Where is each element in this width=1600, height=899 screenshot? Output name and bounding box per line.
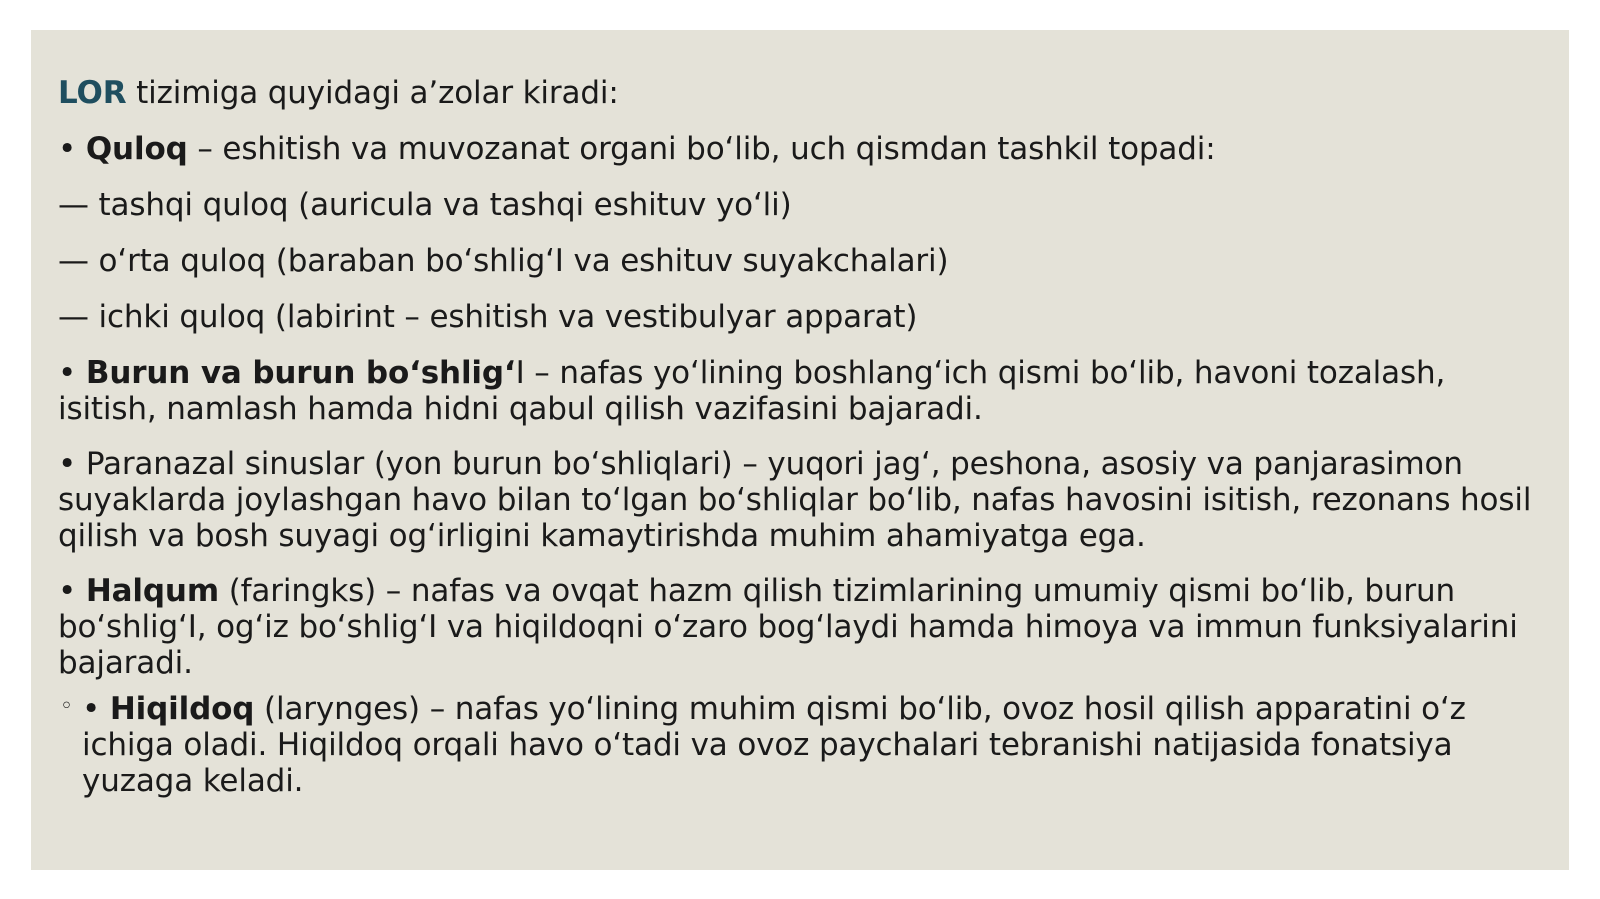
quloq-part-inner: — ichki quloq (labirint – eshitish va vestibulyar apparat): [58, 299, 918, 335]
intro-text: tizimiga quyidagi a’zolar kiradi:: [126, 75, 619, 111]
quloq-part-outer: — tashqi quloq (auricula va tashqi eshituv yo‘li): [58, 187, 792, 223]
bullet-marker: •: [58, 355, 86, 391]
burun-bullet: [58, 355, 1538, 427]
hiqildoq-bullet: [82, 691, 1502, 799]
bullet-marker: •: [58, 131, 86, 167]
paranazal-bullet: • Paranazal sinuslar (yon burun bo‘shliqlari) – yuqori jag‘, peshona, asosiy va panjarasimon suyaklarda joylashgan havo bilan to‘lgan bo‘shliqlar bo‘lib, nafas havosini isitish, rezonans hosil qilish va bosh suyagi og‘irligini kamaytirishda muhim ahamiyatga ega.: [58, 446, 1532, 554]
sub-bullet-circle-icon: ◦: [60, 694, 73, 719]
quloq-term: Quloq: [85, 131, 188, 167]
quloq-part-middle: — o‘rta quloq (baraban bo‘shlig‘I va eshituv suyakchalari): [58, 243, 949, 279]
hiqildoq-text: (larynges) – nafas yo‘lining muhim qismi bo‘lib, ovoz hosil qilish apparatini o‘z ichiga oladi. Hiqildoq orqali havo o‘tadi va ovoz paychalari tebranishi natijasida fonatsiya yuzaga keladi.: [82, 691, 1466, 799]
halqum-term: Halqum: [85, 573, 219, 609]
quloq-text: – eshitish va muvozanat organi bo‘lib, uch qismdan tashkil topadi:: [187, 131, 1216, 167]
intro-line: [58, 75, 619, 111]
halqum-text: (faringks) – nafas va ovqat hazm qilish tizimlarining umumiy qismi bo‘lib, burun bo‘shlig‘I, og‘iz bo‘shlig‘I va hiqildoqni o‘zaro bog‘laydi hamda himoya va immun funksiyalarini bajaradi.: [58, 573, 1518, 681]
quloq-bullet: [58, 131, 1216, 167]
slide-background: [31, 30, 1569, 870]
bullet-marker: •: [58, 573, 86, 609]
halqum-bullet: [58, 573, 1538, 681]
bullet-marker: •: [82, 691, 110, 727]
burun-term: Burun va burun bo‘shlig‘: [85, 355, 516, 391]
lor-term: LOR: [58, 75, 127, 111]
hiqildoq-term: Hiqildoq: [109, 691, 255, 727]
burun-text: I – nafas yo‘lining boshlang‘ich qismi bo‘lib, havoni tozalash, isitish, namlash hamda hidni qabul qilish vazifasini bajaradi.: [58, 355, 1446, 427]
